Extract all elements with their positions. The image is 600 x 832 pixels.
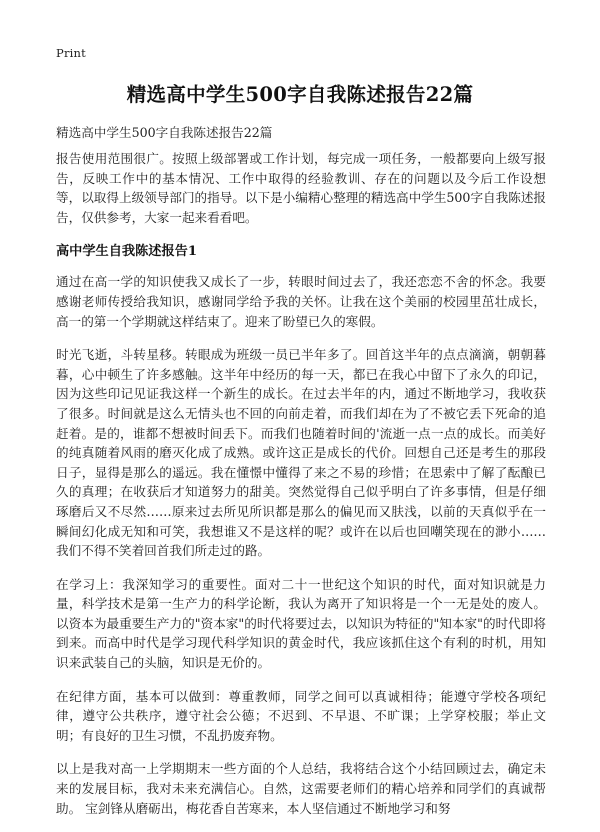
body-paragraph-2: 时光飞逝，斗转星移。转眼成为班级一员已半年多了。回首这半年的点点滴滴，朝朝暮暮，心中顿生了许多感触。这半年中经历的每一天，都已在我心中留下了永久的印记，因为这些印记见证我这样一个新生的成长。在过去半年的内，通过不断地学习，我收获了很多。时间就是这么无情头也不回的向前走着，而我们却在为了不被它丢下死命的追赶着。是的，谁都不想被时间丢下。而我们也随着时间的'流逝一点一点的成长。而美好的纯真随着风雨的磨灭化成了成熟。或许这正是成长的代价。回想自己还是考生的那段日子，显得是那么的遥远。我在懂憬中懂得了来之不易的珍惜；在思索中了解了酝酿已久的真理；在收获后才知道努力的甜美。突然觉得自己似乎明白了许多事情，但是仔细琢磨后又不尽然……原来过去所见所识都是那么的偏见而又肤浅，以前的天真似乎在一瞬间幻化成无知和可笑，我想谁又不是这样的呢？或许在以后也回嘲笑现在的渺小……我们不得不笑着回首我们所走过的路。 [56, 347, 546, 559]
body-paragraph-5: 以上是我对高一上学期期末一些方面的个人总结，我将结合这个小结回顾过去，确定未来的发展目标，我对未来充满信心。自然，这需要老师们的精心培养和同学们的真诚帮助。 宝剑锋从磨砺出，梅花香自苦寒来，本人坚信通过不断地学习和努 [56, 761, 546, 816]
document-subtitle: 精选高中学生500字自我陈述报告22篇 [56, 125, 273, 140]
document-title: 精选高中学生500字自我陈述报告22篇 [126, 83, 474, 106]
body-paragraph-1: 通过在高一学的知识使我又成长了一步，转眼时间过去了，我还恋恋不舍的怀念。我要感谢老师传授给我知识，感谢同学给予我的关怀。让我在这个美丽的校园里茁壮成长，高一的第一个学期就这样结束了。迎来了盼望已久的寒假。 [56, 274, 546, 329]
print-link[interactable]: Print [56, 46, 86, 60]
body-paragraph-3: 在学习上：我深知学习的重要性。面对二十一世纪这个知识的时代，面对知识就是力量，科学技术是第一生产力的科学论断，我认为离开了知识将是一个一无是处的废人。以资本为最重要生产力的"资本家"的时代将要过去，以知识为特征的"知本家"的时代即将到来。而高中时代是学习现代科学知识的黄金时代，我应该抓住这个有利的时机，用知识来武装自己的头脑，知识是无价的。 [56, 576, 546, 671]
intro-paragraph: 报告使用范围很广。按照上级部署或工作计划，每完成一项任务，一般都要向上级写报告，反映工作中的基本情况、工作中取得的经验教训、存在的问题以及今后工作设想等，以取得上级领导部门的指导。以下是小编精心整理的精选高中学生500字自我陈述报告，仅供参考，大家一起来看看吧。 [56, 151, 547, 225]
document-body [56, 149, 546, 832]
section-heading: 高中学生自我陈述报告1 [56, 244, 198, 260]
body-paragraph-4: 在纪律方面，基本可以做到：尊重教师，同学之间可以真诚相待；能遵守学校各项纪律，遵守公共秩序，遵守社会公德；不迟到、不早退、不旷课；上学穿校服；举止文明；有良好的卫生习惯，不乱扔废弃物。 [56, 688, 546, 743]
